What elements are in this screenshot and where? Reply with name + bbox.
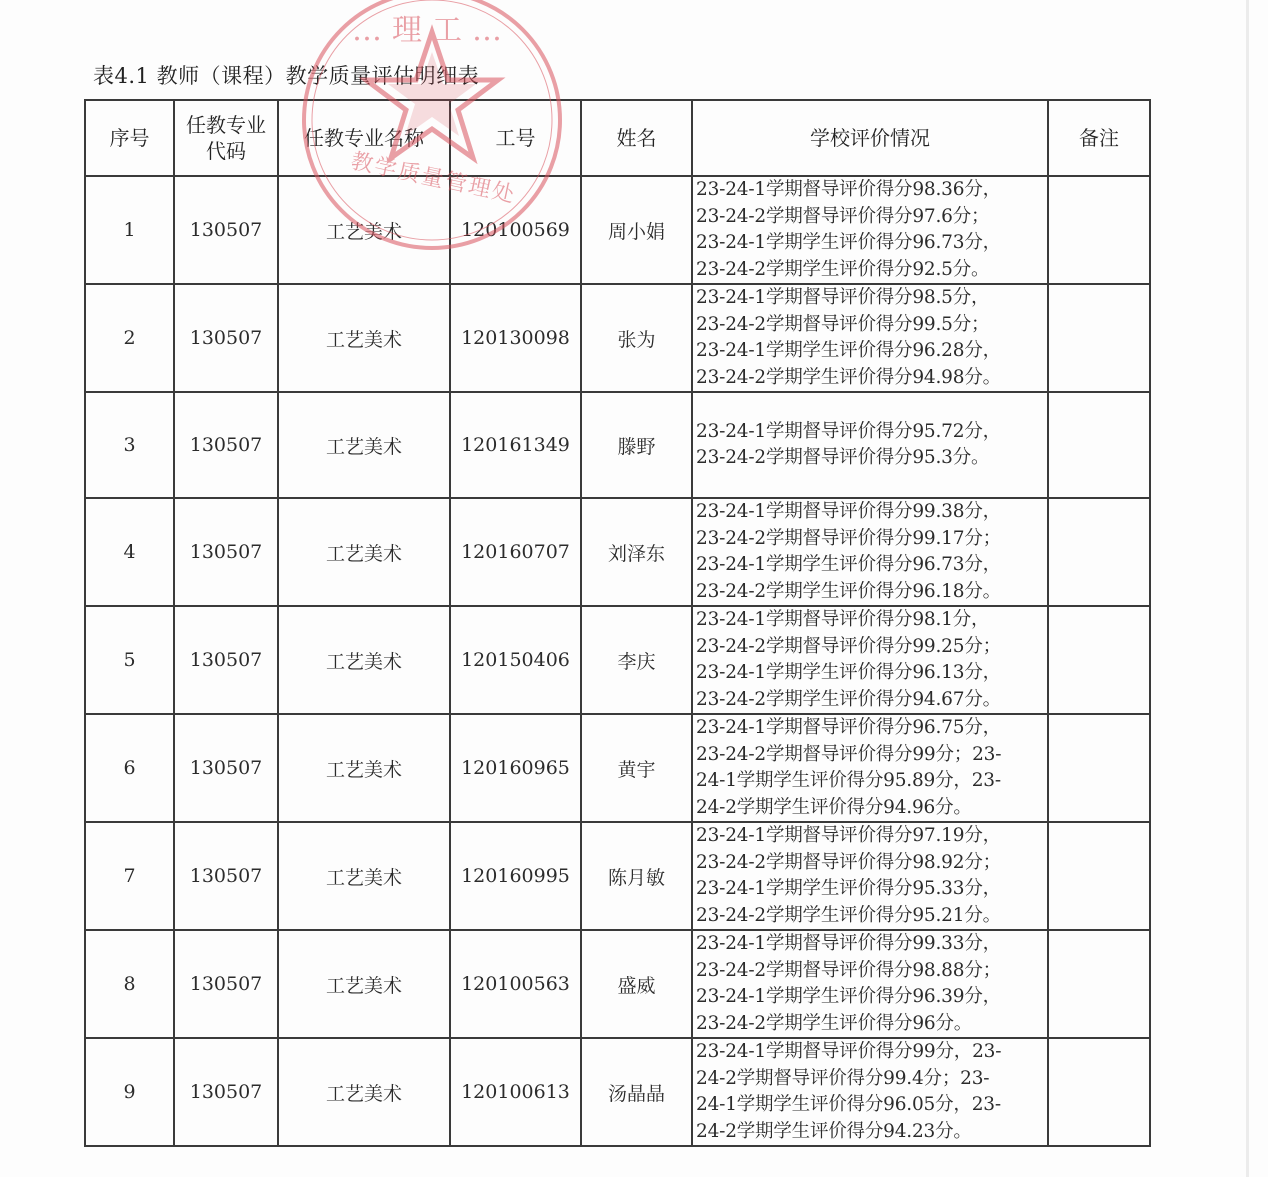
evaluation-line: 23-24-1学期督导评价得分99.38分， xyxy=(696,501,1001,522)
cell-major-name: 工艺美术 xyxy=(278,498,450,606)
cell-seq: 7 xyxy=(85,822,174,930)
cell-major-code: 130507 xyxy=(174,1038,278,1146)
table-row xyxy=(85,1038,1150,1146)
cell-remarks xyxy=(1048,714,1150,822)
evaluation-line: 23-24-2学期学生评价得分94.98分。 xyxy=(696,366,1001,388)
evaluation-line: 23-24-1学期学生评价得分96.28分， xyxy=(696,340,1001,361)
cell-major-name: 工艺美术 xyxy=(278,176,450,284)
evaluation-line: 23-24-2学期督导评价得分95.3分。 xyxy=(696,447,990,468)
table-row xyxy=(85,284,1150,392)
cell-major-code: 130507 xyxy=(174,606,278,714)
seal-outer-text: …理工… xyxy=(352,13,512,48)
evaluation-line: 23-24-2学期督导评价得分99.5分； xyxy=(696,313,990,335)
cell-teacher-name: 周小娟 xyxy=(581,176,692,284)
evaluation-line: 23-24-1学期学生评价得分96.13分， xyxy=(696,662,1001,683)
table-row xyxy=(85,930,1150,1038)
cell-major-code: 130507 xyxy=(174,392,278,498)
header-major-code-line1: 任教专业 xyxy=(186,113,266,137)
cell-seq: 2 xyxy=(85,284,174,392)
evaluation-line: 23-24-1学期督导评价得分98.36分， xyxy=(696,179,1001,200)
evaluation-line: 23-24-1学期督导评价得分95.72分， xyxy=(696,420,1001,442)
header-evaluation: 学校评价情况 xyxy=(692,100,1048,176)
table-row xyxy=(85,176,1150,284)
evaluation-line: 23-24-2学期督导评价得分98.92分； xyxy=(696,851,1001,873)
cell-evaluation xyxy=(692,714,1048,822)
cell-major-name: 工艺美术 xyxy=(278,606,450,714)
evaluation-line: 23-24-1学期督导评价得分99.33分， xyxy=(696,933,1001,954)
evaluation-line: 23-24-1学期督导评价得分98.5分， xyxy=(696,287,990,308)
cell-major-code: 130507 xyxy=(174,176,278,284)
cell-seq: 3 xyxy=(85,392,174,498)
evaluation-line: 23-24-2学期学生评价得分96分。 xyxy=(696,1012,973,1034)
cell-evaluation xyxy=(692,822,1048,930)
cell-staff-id: 120100613 xyxy=(450,1038,581,1146)
cell-remarks xyxy=(1048,284,1150,392)
header-major-name: 任教专业名称 xyxy=(278,100,450,176)
evaluation-line: 23-24-2学期学生评价得分96.18分。 xyxy=(696,580,1001,602)
table-row xyxy=(85,606,1150,714)
cell-major-name: 工艺美术 xyxy=(278,822,450,930)
evaluation-line: 24-2学期学生评价得分94.23分。 xyxy=(696,1120,972,1142)
header-row xyxy=(85,100,1150,176)
evaluation-line: 23-24-2学期学生评价得分92.5分。 xyxy=(696,258,990,280)
cell-teacher-name: 汤晶晶 xyxy=(581,1038,692,1146)
cell-major-code: 130507 xyxy=(174,498,278,606)
cell-major-code: 130507 xyxy=(174,822,278,930)
evaluation-line: 24-2学期学生评价得分94.96分。 xyxy=(696,796,972,818)
cell-major-name: 工艺美术 xyxy=(278,714,450,822)
cell-teacher-name: 盛威 xyxy=(581,930,692,1038)
cell-staff-id: 120160995 xyxy=(450,822,581,930)
header-major-code-line2: 代码 xyxy=(206,139,246,163)
evaluation-line: 23-24-2学期学生评价得分94.67分。 xyxy=(696,688,1001,710)
evaluation-line: 23-24-1学期督导评价得分99分，23- xyxy=(696,1041,1002,1062)
cell-seq: 1 xyxy=(85,176,174,284)
evaluation-line: 23-24-2学期督导评价得分99.25分； xyxy=(696,635,1001,657)
cell-evaluation xyxy=(692,284,1048,392)
table-row xyxy=(85,392,1150,498)
evaluation-line: 23-24-2学期督导评价得分99.17分； xyxy=(696,527,1001,549)
evaluation-table xyxy=(84,99,1151,1147)
header-seq: 序号 xyxy=(85,100,174,176)
header-major-code xyxy=(174,100,278,176)
evaluation-line: 23-24-2学期督导评价得分98.88分； xyxy=(696,959,1001,981)
cell-evaluation xyxy=(692,498,1048,606)
cell-teacher-name: 黄宇 xyxy=(581,714,692,822)
cell-teacher-name: 陈月敏 xyxy=(581,822,692,930)
cell-major-name: 工艺美术 xyxy=(278,284,450,392)
cell-seq: 9 xyxy=(85,1038,174,1146)
evaluation-line: 23-24-2学期督导评价得分99分；23- xyxy=(696,743,1002,765)
evaluation-line: 23-24-1学期督导评价得分97.19分， xyxy=(696,825,1001,846)
cell-major-code: 130507 xyxy=(174,930,278,1038)
cell-staff-id: 120130098 xyxy=(450,284,581,392)
cell-major-code: 130507 xyxy=(174,284,278,392)
evaluation-line: 23-24-2学期督导评价得分97.6分； xyxy=(696,205,990,227)
seal-inner-text: 教学质量管理处 xyxy=(348,148,519,209)
cell-teacher-name: 滕野 xyxy=(581,392,692,498)
header-name: 姓名 xyxy=(581,100,692,176)
cell-staff-id: 120160707 xyxy=(450,498,581,606)
cell-staff-id: 120150406 xyxy=(450,606,581,714)
cell-major-name: 工艺美术 xyxy=(278,392,450,498)
cell-remarks xyxy=(1048,176,1150,284)
cell-major-code: 130507 xyxy=(174,714,278,822)
cell-staff-id: 120161349 xyxy=(450,392,581,498)
cell-seq: 6 xyxy=(85,714,174,822)
scan-edge xyxy=(1246,0,1249,1177)
cell-teacher-name: 张为 xyxy=(581,284,692,392)
cell-staff-id: 120100563 xyxy=(450,930,581,1038)
cell-teacher-name: 李庆 xyxy=(581,606,692,714)
cell-seq: 8 xyxy=(85,930,174,1038)
cell-evaluation xyxy=(692,1038,1048,1146)
evaluation-line: 23-24-1学期学生评价得分96.73分， xyxy=(696,554,1001,575)
cell-evaluation xyxy=(692,392,1048,498)
evaluation-line: 24-1学期学生评价得分95.89分，23- xyxy=(696,770,1001,791)
evaluation-line: 23-24-1学期学生评价得分96.73分， xyxy=(696,232,1001,253)
evaluation-line: 23-24-2学期学生评价得分95.21分。 xyxy=(696,904,1001,926)
table-row xyxy=(85,822,1150,930)
cell-seq: 5 xyxy=(85,606,174,714)
cell-remarks xyxy=(1048,822,1150,930)
table-title: 表4.1 教师（课程）教学质量评估明细表 xyxy=(93,64,480,88)
cell-major-name: 工艺美术 xyxy=(278,930,450,1038)
cell-remarks xyxy=(1048,1038,1150,1146)
cell-remarks xyxy=(1048,498,1150,606)
cell-remarks xyxy=(1048,392,1150,498)
evaluation-line: 23-24-1学期学生评价得分96.39分， xyxy=(696,986,1001,1007)
cell-remarks xyxy=(1048,930,1150,1038)
header-remarks: 备注 xyxy=(1048,100,1150,176)
table-row xyxy=(85,714,1150,822)
evaluation-line: 24-2学期督导评价得分99.4分；23- xyxy=(696,1067,990,1089)
table-body xyxy=(85,176,1150,1146)
evaluation-line: 23-24-1学期学生评价得分95.33分， xyxy=(696,878,1001,899)
cell-evaluation xyxy=(692,176,1048,284)
cell-staff-id: 120100569 xyxy=(450,176,581,284)
cell-evaluation xyxy=(692,930,1048,1038)
cell-staff-id: 120160965 xyxy=(450,714,581,822)
cell-seq: 4 xyxy=(85,498,174,606)
cell-evaluation xyxy=(692,606,1048,714)
evaluation-line: 23-24-1学期督导评价得分96.75分， xyxy=(696,717,1001,738)
cell-major-name: 工艺美术 xyxy=(278,1038,450,1146)
cell-remarks xyxy=(1048,606,1150,714)
header-staff-id: 工号 xyxy=(450,100,581,176)
evaluation-line: 24-1学期学生评价得分96.05分，23- xyxy=(696,1094,1001,1115)
evaluation-line: 23-24-1学期督导评价得分98.1分， xyxy=(696,609,990,630)
table-row xyxy=(85,498,1150,606)
cell-teacher-name: 刘泽东 xyxy=(581,498,692,606)
